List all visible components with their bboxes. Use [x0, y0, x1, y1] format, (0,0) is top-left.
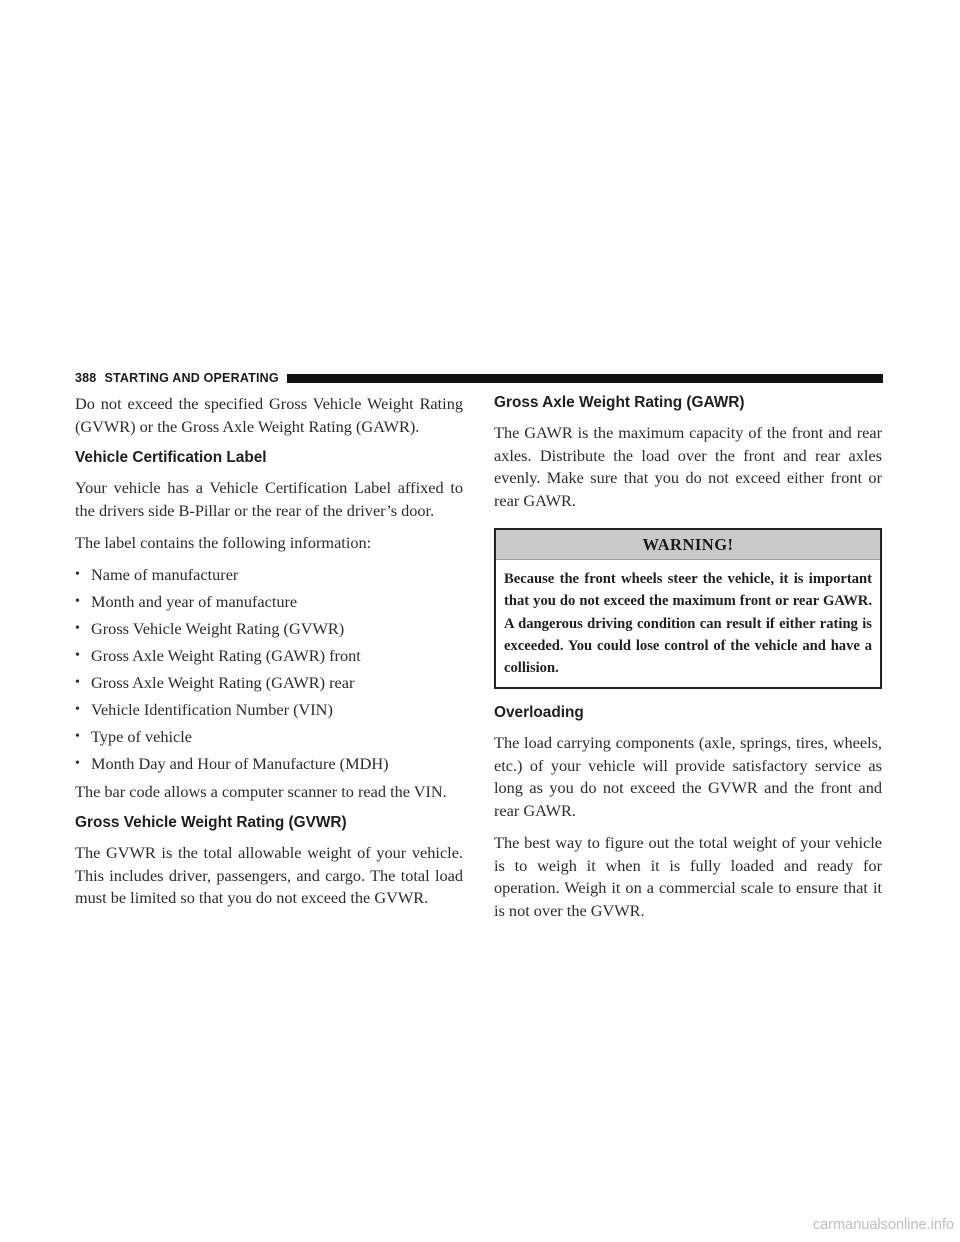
bullet-icon: •: [75, 755, 80, 771]
bullet-icon: •: [75, 647, 80, 663]
list-item: • Gross Axle Weight Rating (GAWR) rear: [75, 672, 355, 692]
gvwr-heading: Gross Vehicle Weight Rating (GVWR): [75, 814, 347, 831]
watermark: carmanualsonline.info: [812, 1217, 954, 1233]
bullet-icon: •: [75, 674, 80, 690]
list-item: • Gross Vehicle Weight Rating (GVWR): [75, 618, 345, 638]
right-column: [494, 393, 882, 932]
overloading-paragraph-2: The best way to figure out the total weight of your vehicle is to weigh it when it is fully loaded and ready for operation. Weigh it on a commercial scale to ensure that it is not over the GVWR.: [494, 833, 882, 920]
gawr-paragraph: The GAWR is the maximum capacity of the front and rear axles. Distribute the load over the front and rear axles evenly. Make sure that you do not exceed either front or rear GAWR.: [494, 423, 882, 510]
gawr-heading: Gross Axle Weight Rating (GAWR): [494, 394, 745, 411]
label-info-intro: The label contains the following information:: [75, 533, 372, 552]
header-rule: [287, 374, 883, 383]
page-number: 388: [75, 371, 97, 385]
list-item: • Month Day and Hour of Manufacture (MDH): [75, 753, 389, 773]
bullet-icon: •: [75, 593, 80, 609]
overloading-paragraph-1: The load carrying components (axle, springs, tires, wheels, etc.) of your vehicle will provide satisfactory service as long as you do not exceed the GVWR and the front and rear GAWR.: [494, 733, 882, 820]
bullet-icon: •: [75, 566, 80, 582]
page-header: [75, 370, 883, 386]
intro-paragraph: Do not exceed the specified Gross Vehicle Weight Rating (GVWR) or the Gross Axle Weight Rating (GAWR).: [75, 394, 463, 436]
bullet-icon: •: [75, 728, 80, 744]
bullet-icon: •: [75, 620, 80, 636]
warning-box: [494, 528, 882, 689]
bullet-icon: •: [75, 701, 80, 717]
list-item: • Gross Axle Weight Rating (GAWR) front: [75, 645, 361, 665]
list-item: • Vehicle Identification Number (VIN): [75, 699, 333, 719]
label-info-list: [75, 565, 463, 774]
cert-label-paragraph: Your vehicle has a Vehicle Certification Label affixed to the drivers side B-Pillar or the rear of the driver’s door.: [75, 478, 463, 520]
list-item: • Month and year of manufacture: [75, 591, 298, 611]
barcode-paragraph: The bar code allows a computer scanner to read the VIN.: [75, 781, 447, 801]
overloading-heading: Overloading: [494, 704, 584, 722]
gvwr-paragraph: The GVWR is the total allowable weight of your vehicle. This includes driver, passengers, and cargo. The total load must be limited so that you do not exceed the GVWR.: [75, 843, 463, 907]
warning-title: WARNING!: [496, 530, 880, 560]
left-column: [75, 393, 463, 920]
list-item: • Type of vehicle: [75, 726, 193, 746]
section-title: STARTING AND OPERATING: [104, 371, 279, 385]
cert-label-heading: Vehicle Certification Label: [75, 449, 267, 466]
list-item: • Name of manufacturer: [75, 564, 239, 584]
warning-body: Because the front wheels steer the vehicle, it is important that you do not exceed the maximum front or rear GAWR. A dangerous driving condition can result if either rating is exceeded. You could lose control of the vehicle and have a collision.: [504, 571, 872, 677]
